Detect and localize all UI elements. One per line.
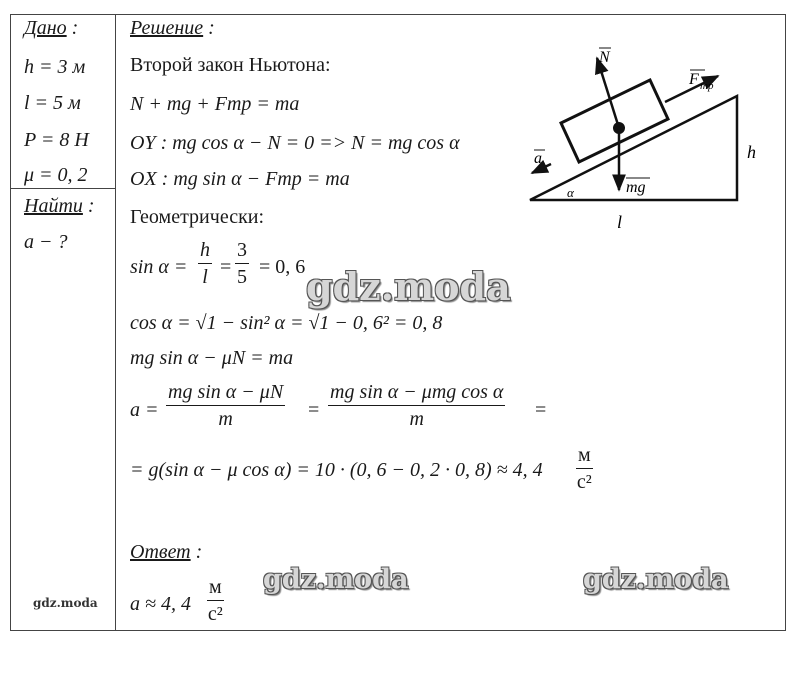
sin-eq-equals: = [220,256,232,278]
sin-eq-den-l: l [202,266,208,288]
final-eq-unit [576,445,593,492]
geometry-heading: Геометрически: [130,206,265,228]
given-title: Дано : [24,17,79,39]
watermark-small: gdz.moda [33,596,98,610]
block [561,80,668,162]
watermark-center: gdz.moda [306,264,511,309]
sin-eq-fraction-hl [198,240,212,287]
given-line-l: l = 5 м [24,92,81,114]
label-h: h [747,142,756,162]
vector-equation: N + mg + Fтр = ma [130,93,300,115]
answer-title: Ответ : [130,541,203,563]
solution-title: Решение : [130,17,215,39]
given-line-p: P = 8 Н [24,129,89,151]
final-eq-unit-den: c² [576,471,592,493]
newton-law-heading: Второй закон Ньютона: [130,54,331,76]
a-eq-equals: = [308,399,320,421]
oy-equation: OY : mg cos α − N = 0 => N = mg cos α [130,132,460,154]
column-divider [115,14,116,631]
answer-unit-num: м [207,577,224,601]
final-eq-unit-num: м [576,445,593,469]
label-f: F [689,71,699,88]
watermark-answer-left: gdz.moda [263,564,409,595]
dynamics-equation: mg sin α − μN = ma [130,347,294,369]
sin-eq-fraction-35 [235,240,249,287]
a-eq-den-2: m [409,408,424,430]
find-title: Найти : [24,195,95,217]
ox-equation: OX : mg sin α − Fтр = ma [130,168,350,190]
cos-equation: cos α = √1 − sin² α = √1 − 0, 6² = 0, 8 [130,312,443,334]
a-eq-fraction-1 [166,382,285,429]
answer-lhs: a ≈ 4, 4 [130,593,191,615]
label-n: N [599,49,610,66]
a-eq-fraction-2 [328,382,505,429]
final-equation: = g(sin α − μ cos α) = 10 · (0, 6 − 0, 2 · 0, 8) ≈ 4, 4 [130,459,543,481]
answer-unit-den: c² [207,603,223,625]
watermark-answer-right: gdz.moda [583,564,729,595]
a-eq-num-1: mg sin α − μN [166,382,285,406]
normal-force-arrow [597,58,619,128]
label-alpha: α [567,185,574,200]
a-eq-num-2: mg sin α − μmg cos α [328,382,505,406]
inclined-plane-diagram [515,40,780,240]
label-f-sub: тр [700,80,714,92]
sin-eq-num-3: 3 [235,240,249,264]
given-find-divider [10,188,116,189]
find-line-a: a − ? [24,231,68,253]
label-a: a [534,150,542,167]
a-eq-rhs: = [535,399,547,421]
sin-eq-rhs: = 0, 6 [259,256,306,278]
label-mg: mg [626,179,646,196]
label-l: l [617,212,623,232]
sin-eq-den-5: 5 [237,266,247,288]
a-eq-lhs: a = [130,399,159,421]
answer-unit [207,577,224,624]
sin-eq-lhs: sin α = [130,256,188,278]
a-eq-den-1: m [218,408,233,430]
given-line-h: h = 3 м [24,56,86,78]
sin-eq-num-h: h [198,240,212,264]
given-line-mu: μ = 0, 2 [24,164,88,186]
